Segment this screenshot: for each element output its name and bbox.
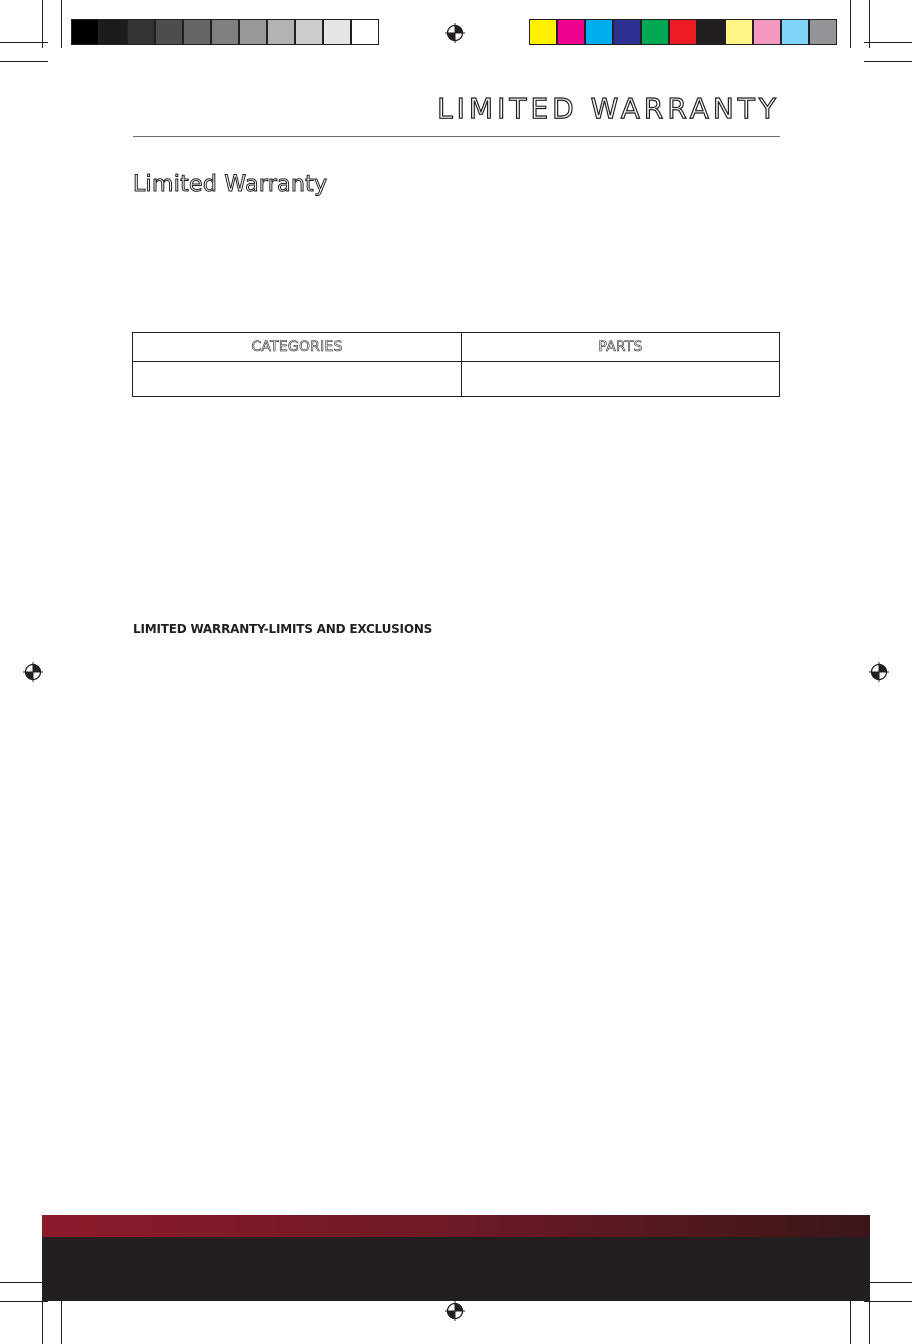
color-swatch [613,19,641,45]
warranty-table [132,332,780,397]
footer-dark-stripe [42,1237,870,1301]
color-swatch [697,19,725,45]
color-swatch [267,19,295,45]
registration-mark-icon [445,1301,465,1321]
crop-mark [42,0,43,48]
color-swatch [351,19,379,45]
color-swatch [323,19,351,45]
page-title: LIMITED WARRANTY [437,92,780,125]
crop-mark [0,42,48,43]
column-header-categories: CATEGORIES [133,333,462,362]
color-swatch [239,19,267,45]
crop-mark [0,1301,48,1302]
page-header [133,92,780,137]
color-swatch [585,19,613,45]
crop-mark [864,42,912,43]
registration-mark-icon [23,662,43,682]
limits-exclusions-heading: LIMITED WARRANTY-LIMITS AND EXCLUSIONS [133,622,433,636]
crop-mark [850,1296,851,1344]
crop-mark [864,61,912,62]
column-header-parts: PARTS [462,333,780,362]
registration-mark-icon [869,662,889,682]
table-cell [133,362,462,397]
table-header-row [133,333,780,362]
color-swatch [641,19,669,45]
table-cell [462,362,780,397]
color-swatch-bar [529,19,837,47]
color-swatch [725,19,753,45]
section-title: Limited Warranty [133,172,328,197]
crop-mark [0,1282,48,1283]
color-swatch [557,19,585,45]
crop-mark [61,1296,62,1344]
color-swatch [183,19,211,45]
crop-mark [0,61,48,62]
color-swatch [809,19,837,45]
color-swatch [529,19,557,45]
footer-band [42,1215,870,1301]
color-swatch [753,19,781,45]
crop-mark [850,0,851,48]
color-swatch [127,19,155,45]
footer-gradient-stripe [42,1215,870,1237]
color-swatch [295,19,323,45]
color-swatch [211,19,239,45]
registration-mark-icon [445,23,465,43]
color-swatch [155,19,183,45]
color-swatch [99,19,127,45]
crop-mark [869,0,870,48]
crop-mark [864,1282,912,1283]
color-swatch [669,19,697,45]
crop-mark [869,1296,870,1344]
crop-mark [864,1301,912,1302]
crop-mark [42,1296,43,1344]
color-swatch [781,19,809,45]
color-swatch [71,19,99,45]
table-row [133,362,780,397]
crop-mark [61,0,62,48]
grayscale-swatch-bar [71,19,379,47]
